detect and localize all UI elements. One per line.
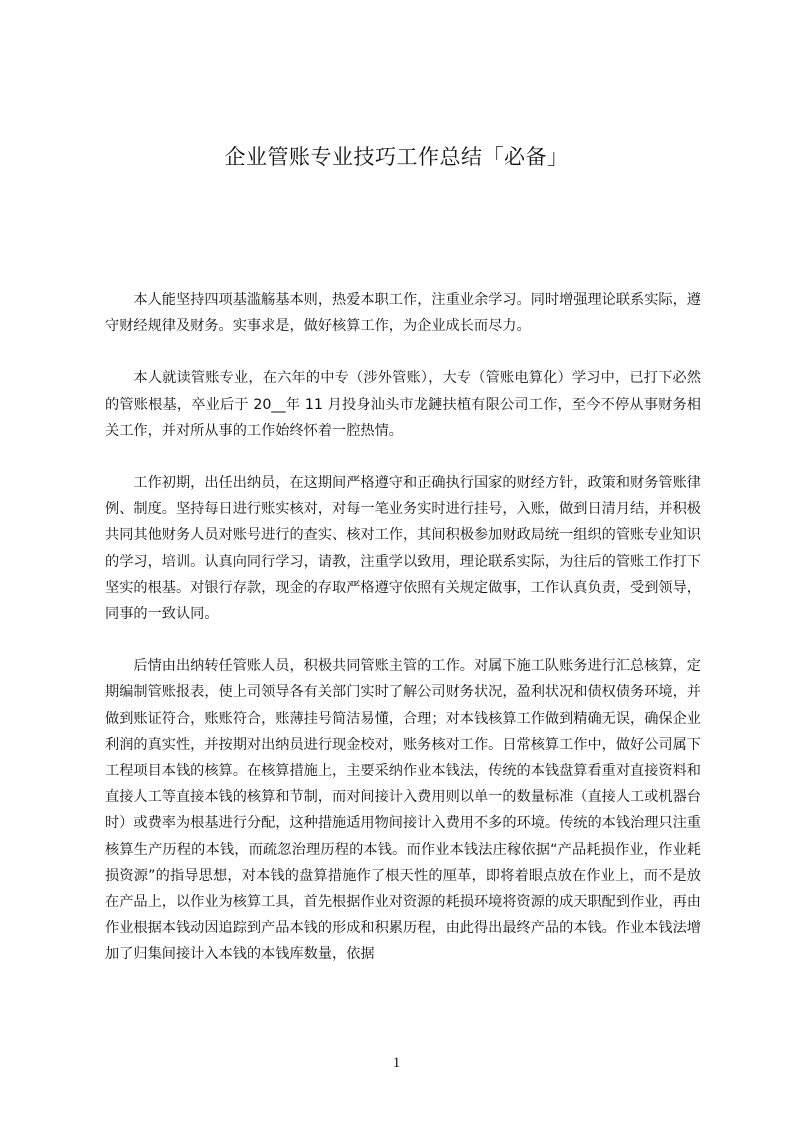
paragraph-4: 后情由出纳转任管账人员，积极共同管账主管的工作。对属下施工队账务进行汇总核算，定期编制管账报表，使上司领导各有关部门实时了解公司财务状况，盈利状况和债权债务环境，并做到账证符合，账账符合，账薄挂号简洁易懂，合理；对本钱核算工作做到精确无误，确保企业利润的真实性，并按期对出纳员进行现金校对，账务核对工作。日常核算工作中，做好公司属下工程项目本钱的核算。在核算措施上，主要采纳作业本钱法，传统的本钱盘算看重对直接资料和直接人工等直接本钱的核算和节制，而对间接计入费用则以单一的数量标准（直接人工或机器台时）或费率为根基进行分配，这种措施适用物间接计入费用不多的环境。传统的本钱治理只注重核算生产历程的本钱，而疏忽治理历程的本钱。而作业本钱法庄稼依据“产品耗损作业，作业耗损资源”的指导思想，对本钱的盘算措施作了根天性的厘革，即将着眼点放在作业上，而不是放在产品上，以作业为核算工具，首先根据作业对资源的耗损环境将资源的成天职配到作业，再由作业根据本钱动因追踪到产品本钱的形成和积累历程，由此得出最终产品的本钱。作业本钱法增加了归集间接计入本钱的本钱库数量，依据 [105,658,701,963]
document-body [105,287,701,994]
page-number: 1 [392,1055,401,1071]
paragraph-2: 本人就读管账专业，在六年的中专（涉外管账），大专（管账电算化）学习中，已打下必然的管账根基，卒业后于 20__年 11 月投身汕头市龙鏈扶植有限公司工作，至今不停从事财务相关工作，并对所从事的工作始终怀着一腔热情。 [105,370,701,439]
paragraph-1: 本人能坚持四项基滥觞基本则，热爱本职工作，注重业余学习。同时增强理论联系实际，遵守财经规律及财务。实事求是，做好核算工作，为企业成长而尽力。 [105,292,701,335]
paragraph-3: 工作初期，出任出纳员，在这期间严格遵守和正确执行国家的财经方针，政策和财务管账律例、制度。坚持每日进行账实核对，对每一笔业务实时进行挂号，入账，做到日清月结，并积极共同其他财务人员对账号进行的查实、核对工作，其间积极参加财政局统一组织的管账专业知识的学习，培训。认真向同行学习，请教，注重学以致用，理论联系实际，为往后的管账工作打下坚实的根基。对银行存款，现金的存取严格遵守依照有关规定做事，工作认真负责，受到领导，同事的一致认同。 [105,475,701,623]
document-title: 企业管账专业技巧工作总结「必备」 [224,145,569,169]
